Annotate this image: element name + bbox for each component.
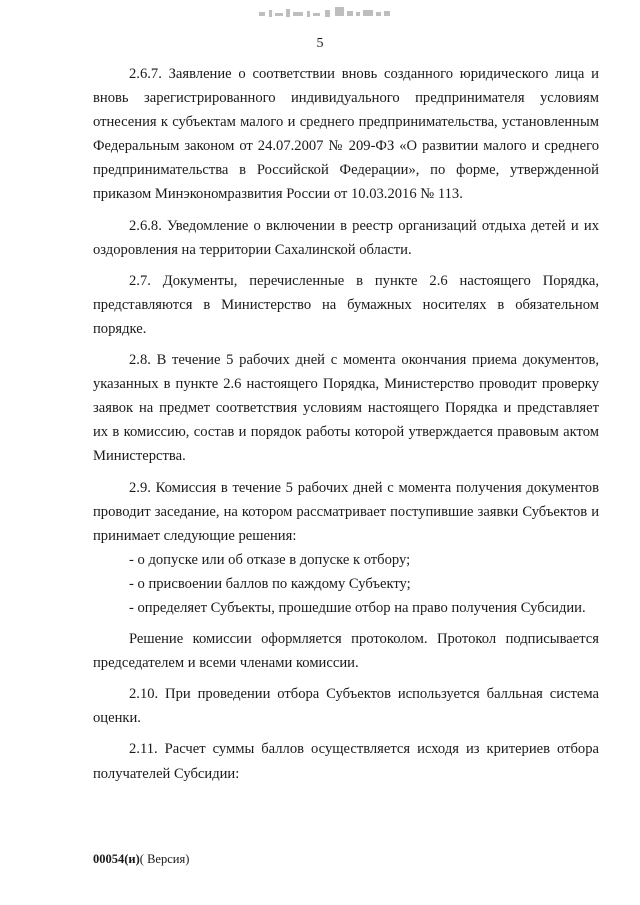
page-number: 5 bbox=[316, 36, 324, 51]
list-item-selection: - определяет Субъекты, прошедшие отбор на право получения Субсидии. bbox=[129, 599, 586, 616]
scan-artifact bbox=[255, 4, 395, 24]
list-item-scoring: - о присвоении баллов по каждому Субъекту; bbox=[129, 575, 411, 592]
paragraph-2-11: 2.11. Расчет суммы баллов осуществляется исходя из критериев отбора получателей Субсидии: bbox=[93, 741, 599, 782]
paragraph-2-6-7: 2.6.7. Заявление о соответствии вновь созданного юридического лица и вновь зарегистрированного индивидуального предпринимателя условиям отнесения к субъектам малого и среднего предпринимательства, установленным Федеральным законом от 24.07.2007 № 209-ФЗ «О развитии малого и среднего предпринимательства в Российской Федерации», по форме, утвержденной приказом Минэкономразвития России от 10.03.2016 № 113. bbox=[93, 66, 599, 203]
paragraph-2-6-8: 2.6.8. Уведомление о включении в реестр организаций отдыха детей и их оздоровления на территории Сахалинской области. bbox=[93, 217, 599, 258]
paragraph-2-8: 2.8. В течение 5 рабочих дней с момента окончания приема документов, указанных в пункте 2.6 настоящего Порядка, Министерство проводит проверку заявок на предмет соответствия условиям настоящего Порядка и представляет их в комиссию, состав и порядок работы которой утверждается правовым актом Министерства. bbox=[93, 352, 599, 465]
paragraph-2-7: 2.7. Документы, перечисленные в пункте 2.6 настоящего Порядка, представляются в Министерство на бумажных носителях в обязательном порядке. bbox=[93, 272, 599, 337]
paragraph-commission-decision: Решение комиссии оформляется протоколом. Протокол подписывается председателем и всеми членами комиссии. bbox=[93, 631, 599, 672]
footer bbox=[93, 851, 189, 867]
paragraph-2-10: 2.10. При проведении отбора Субъектов используется балльная система оценки. bbox=[93, 686, 599, 727]
footer-code: 00054(и) bbox=[93, 852, 140, 866]
footer-version: ( Версия) bbox=[139, 852, 190, 866]
paragraph-2-9: 2.9. Комиссия в течение 5 рабочих дней с момента получения документов проводит заседание, на котором рассматривает поступившие заявки Субъектов и принимает следующие решения: bbox=[93, 479, 599, 544]
document-body bbox=[93, 62, 599, 786]
list-item-admission: - о допуске или об отказе в допуске к отбору; bbox=[129, 551, 411, 568]
